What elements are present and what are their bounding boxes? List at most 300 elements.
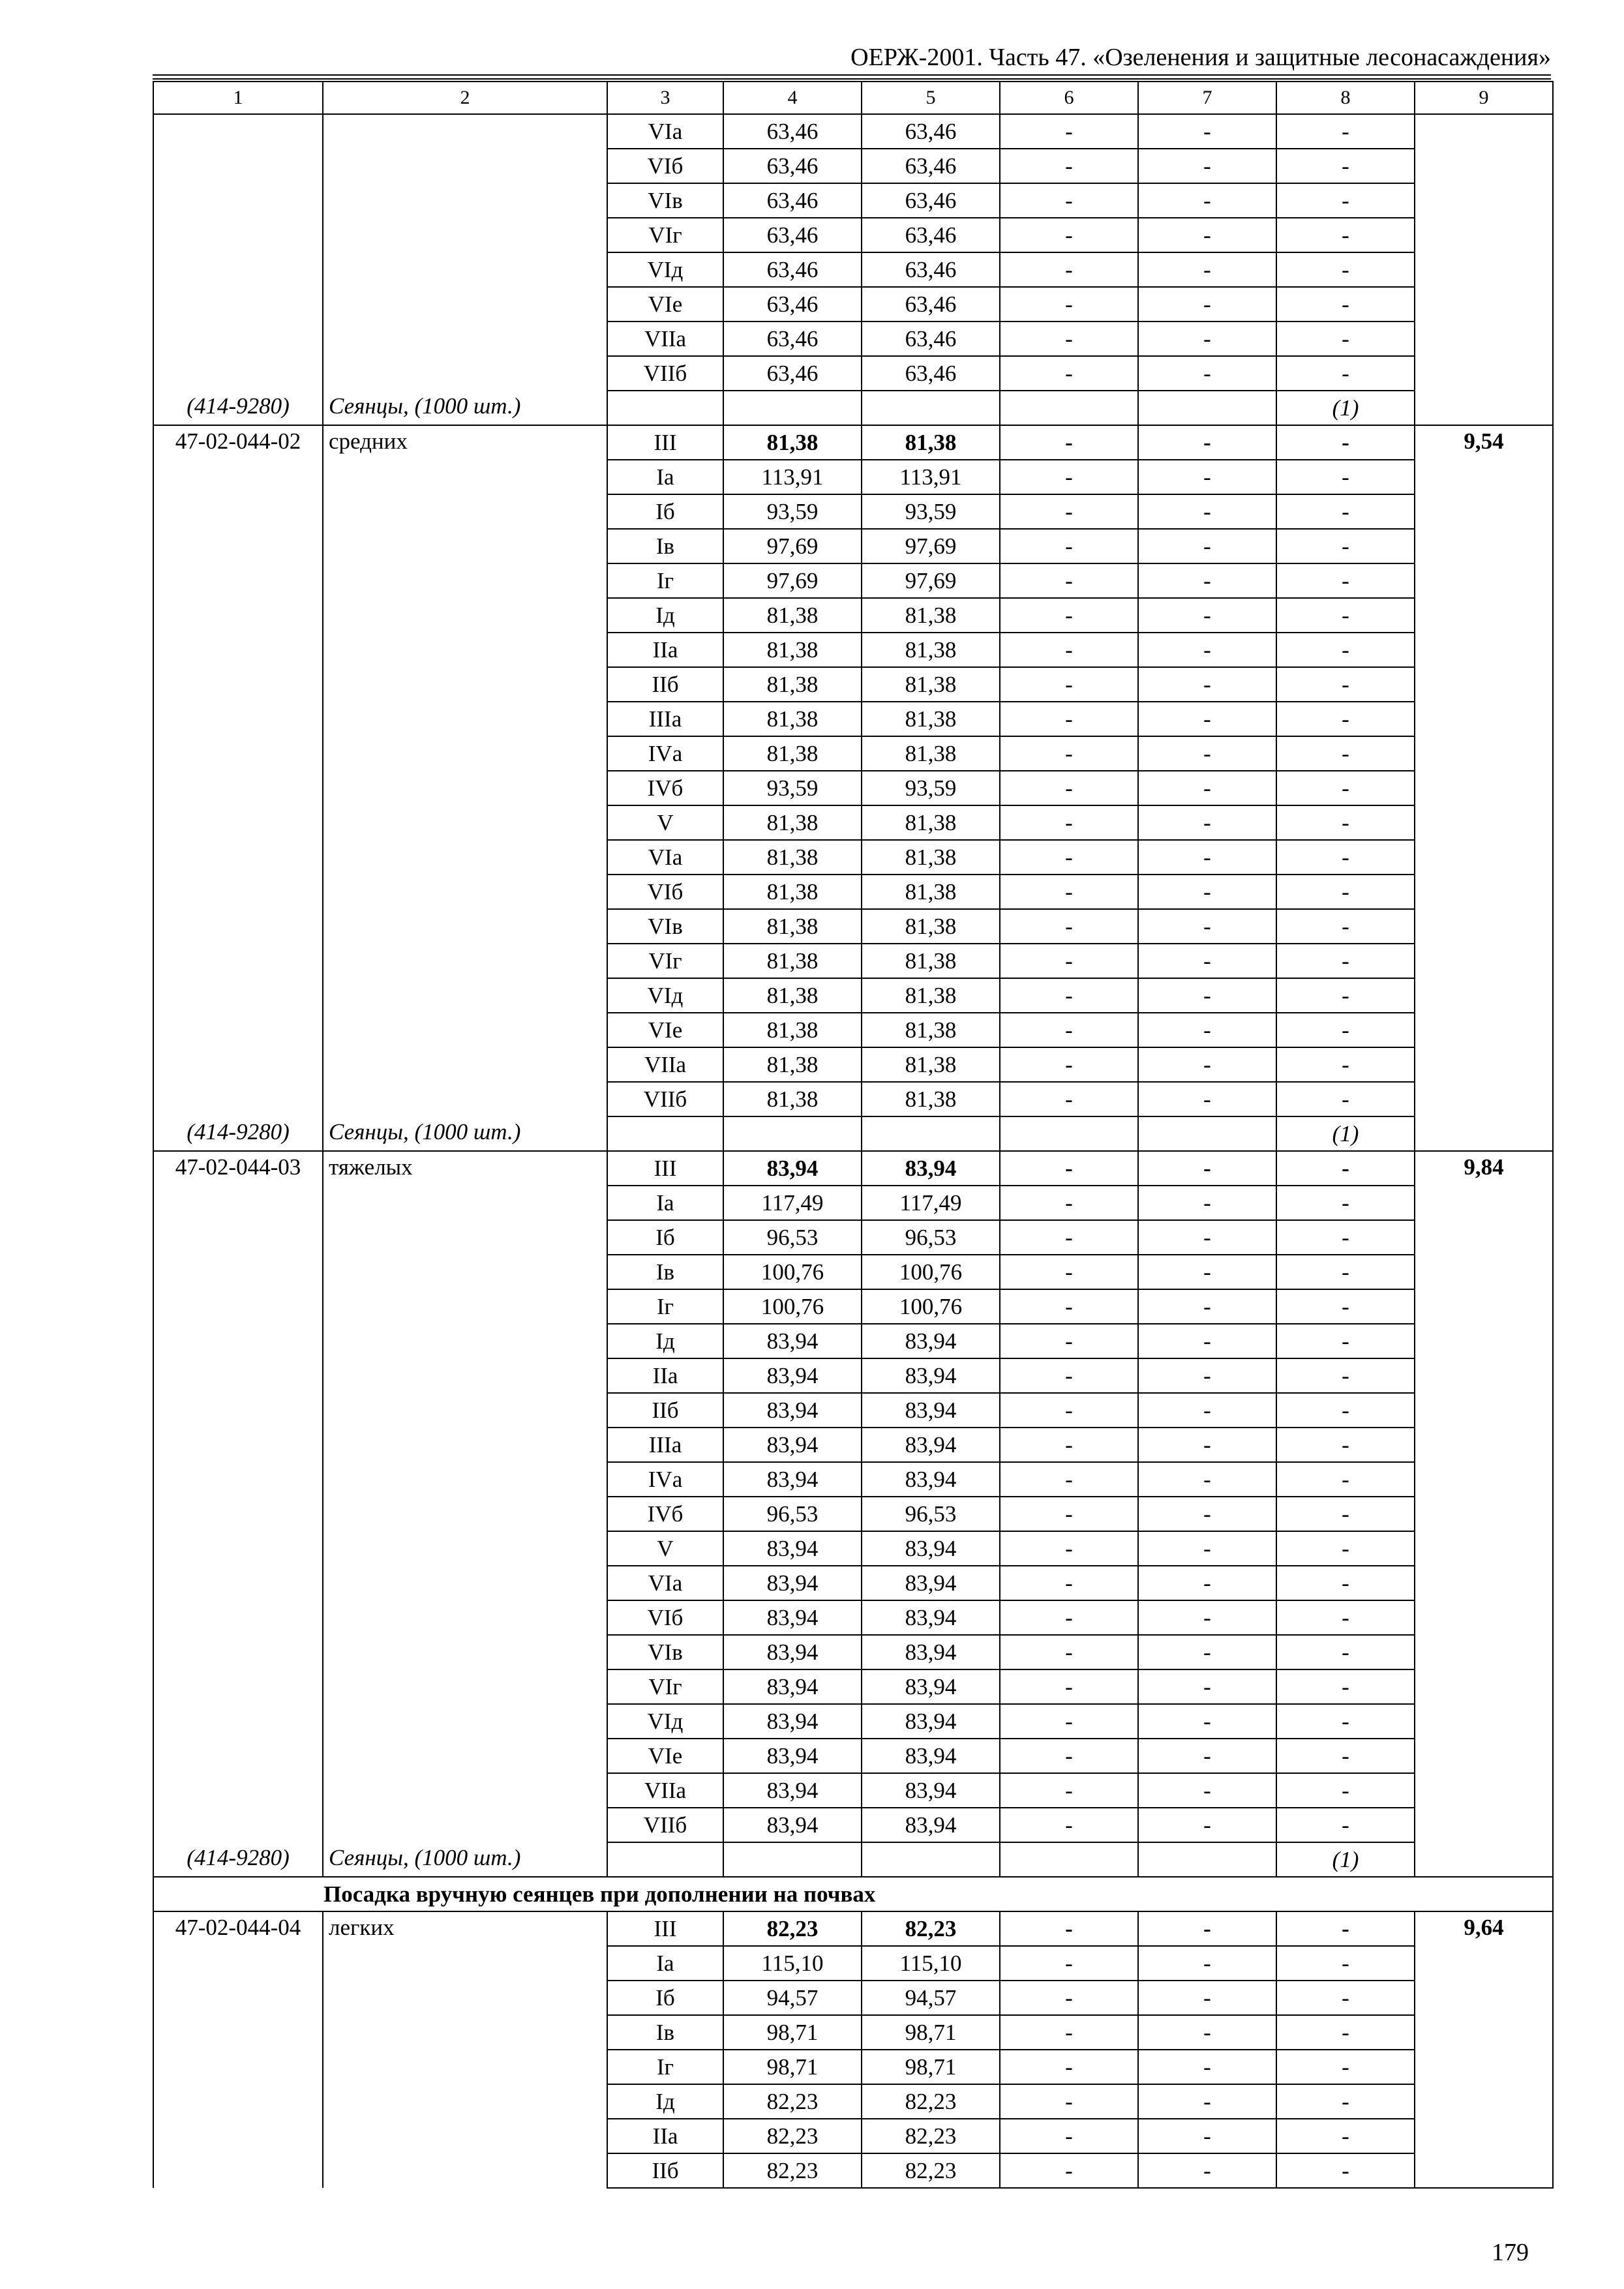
materials: - [1276, 1739, 1415, 1773]
wage: 82,23 [862, 2119, 1000, 2153]
wage: 83,94 [862, 1393, 1000, 1428]
wage: 81,38 [862, 944, 1000, 978]
wage: 81,38 [862, 909, 1000, 944]
driver-wage: - [1138, 702, 1276, 736]
total-cost: 81,38 [723, 1013, 862, 1047]
table-row [153, 114, 1553, 149]
wage: 83,94 [862, 1808, 1000, 1842]
total-cost: 81,38 [723, 1082, 862, 1116]
total-cost: 98,71 [723, 2015, 862, 2050]
driver-wage: - [1138, 2015, 1276, 2050]
driver-wage: - [1138, 425, 1276, 460]
total-cost: 81,38 [723, 736, 862, 771]
driver-wage: - [1138, 2119, 1276, 2153]
region-code: VIв [607, 183, 723, 218]
total-cost: 83,94 [723, 1600, 862, 1635]
driver-wage: - [1138, 1151, 1276, 1186]
total-cost: 98,71 [723, 2050, 862, 2084]
driver-wage: - [1138, 840, 1276, 875]
wage: 96,53 [862, 1497, 1000, 1531]
total-cost: 81,38 [723, 702, 862, 736]
machine-cost: - [1000, 2153, 1138, 2188]
materials: - [1276, 1911, 1415, 1946]
materials: - [1276, 1428, 1415, 1462]
wage: 93,59 [862, 771, 1000, 805]
resource-name: Сеянцы, (1000 шт.) [323, 1116, 607, 1151]
materials: - [1276, 1358, 1415, 1393]
driver-wage: - [1138, 1428, 1276, 1462]
total-cost: 63,46 [723, 218, 862, 252]
wage: 83,94 [862, 1773, 1000, 1808]
empty-cell [862, 1116, 1000, 1151]
driver-wage: - [1138, 875, 1276, 909]
driver-wage: - [1138, 1808, 1276, 1842]
region-code: IIа [607, 2119, 723, 2153]
region-code: Iб [607, 1220, 723, 1255]
region-code: VIIа [607, 1773, 723, 1808]
wage: 83,94 [862, 1324, 1000, 1358]
column-header: 5 [862, 82, 1000, 114]
section-title: Посадка вручную сеянцев при дополнении на почвах [153, 1877, 1553, 1911]
driver-wage: - [1138, 494, 1276, 529]
labor-cost [1415, 114, 1553, 425]
resource-quantity: (1) [1276, 1116, 1415, 1151]
wage: 83,94 [862, 1669, 1000, 1704]
materials: - [1276, 425, 1415, 460]
driver-wage: - [1138, 1220, 1276, 1255]
wage: 115,10 [862, 1946, 1000, 1981]
driver-wage: - [1138, 1082, 1276, 1116]
total-cost: 81,38 [723, 805, 862, 840]
resource-quantity: (1) [1276, 1842, 1415, 1877]
machine-cost: - [1000, 1151, 1138, 1186]
driver-wage: - [1138, 805, 1276, 840]
machine-cost: - [1000, 2119, 1138, 2153]
total-cost: 81,38 [723, 840, 862, 875]
region-code: IIа [607, 633, 723, 667]
total-cost: 81,38 [723, 909, 862, 944]
region-code: III [607, 425, 723, 460]
machine-cost: - [1000, 1047, 1138, 1082]
region-code: V [607, 1531, 723, 1566]
machine-cost: - [1000, 1739, 1138, 1773]
column-header: 4 [723, 82, 862, 114]
empty-cell [1000, 1116, 1138, 1151]
wage: 81,38 [862, 875, 1000, 909]
resource-row [153, 1116, 1553, 1151]
materials: - [1276, 1013, 1415, 1047]
total-cost: 83,94 [723, 1428, 862, 1462]
wage: 98,71 [862, 2015, 1000, 2050]
wage: 100,76 [862, 1289, 1000, 1324]
driver-wage: - [1138, 1186, 1276, 1220]
wage: 83,94 [862, 1428, 1000, 1462]
materials: - [1276, 1600, 1415, 1635]
materials: - [1276, 1808, 1415, 1842]
region-code: Iг [607, 1289, 723, 1324]
wage: 63,46 [862, 287, 1000, 322]
driver-wage: - [1138, 633, 1276, 667]
region-code: IIб [607, 2153, 723, 2188]
materials: - [1276, 1324, 1415, 1358]
total-cost: 83,94 [723, 1358, 862, 1393]
wage: 81,38 [862, 1082, 1000, 1116]
machine-cost: - [1000, 944, 1138, 978]
region-code: VIб [607, 149, 723, 183]
item-code [153, 114, 323, 391]
materials: - [1276, 460, 1415, 494]
wage: 93,59 [862, 494, 1000, 529]
region-code: VIIа [607, 1047, 723, 1082]
empty-cell [723, 1116, 862, 1151]
region-code: IVа [607, 736, 723, 771]
section-row [153, 1877, 1553, 1911]
materials: - [1276, 218, 1415, 252]
region-code: VIе [607, 287, 723, 322]
region-code: V [607, 805, 723, 840]
labor-cost: 9,54 [1415, 425, 1553, 1151]
region-code: VIб [607, 875, 723, 909]
region-code: Iг [607, 563, 723, 598]
machine-cost: - [1000, 1497, 1138, 1531]
total-cost: 97,69 [723, 563, 862, 598]
materials: - [1276, 736, 1415, 771]
region-code: III [607, 1911, 723, 1946]
driver-wage: - [1138, 1635, 1276, 1669]
region-code: VIа [607, 840, 723, 875]
driver-wage: - [1138, 1531, 1276, 1566]
machine-cost: - [1000, 1255, 1138, 1289]
driver-wage: - [1138, 1393, 1276, 1428]
region-code: VIб [607, 1600, 723, 1635]
region-code: IIб [607, 667, 723, 702]
materials: - [1276, 1151, 1415, 1186]
machine-cost: - [1000, 1808, 1138, 1842]
wage: 81,38 [862, 633, 1000, 667]
column-header: 6 [1000, 82, 1138, 114]
driver-wage: - [1138, 287, 1276, 322]
wage: 81,38 [862, 598, 1000, 633]
machine-cost: - [1000, 1013, 1138, 1047]
materials: - [1276, 1566, 1415, 1600]
wage: 82,23 [862, 2153, 1000, 2188]
wage: 81,38 [862, 1013, 1000, 1047]
column-header-row [153, 82, 1553, 114]
item-code: 47-02-044-04 [153, 1911, 323, 2188]
total-cost: 83,94 [723, 1739, 862, 1773]
resource-name: Сеянцы, (1000 шт.) [323, 391, 607, 425]
region-code: VIе [607, 1739, 723, 1773]
machine-cost: - [1000, 1566, 1138, 1600]
machine-cost: - [1000, 771, 1138, 805]
driver-wage: - [1138, 218, 1276, 252]
driver-wage: - [1138, 944, 1276, 978]
driver-wage: - [1138, 460, 1276, 494]
driver-wage: - [1138, 1255, 1276, 1289]
empty-cell [607, 1116, 723, 1151]
machine-cost: - [1000, 425, 1138, 460]
wage: 117,49 [862, 1186, 1000, 1220]
region-code: Iг [607, 2050, 723, 2084]
machine-cost: - [1000, 1324, 1138, 1358]
resource-row [153, 391, 1553, 425]
machine-cost: - [1000, 494, 1138, 529]
machine-cost: - [1000, 183, 1138, 218]
materials: - [1276, 356, 1415, 391]
driver-wage: - [1138, 598, 1276, 633]
driver-wage: - [1138, 114, 1276, 149]
wage: 96,53 [862, 1220, 1000, 1255]
wage: 81,38 [862, 805, 1000, 840]
machine-cost: - [1000, 460, 1138, 494]
driver-wage: - [1138, 667, 1276, 702]
column-header: 7 [1138, 82, 1276, 114]
machine-cost: - [1000, 1428, 1138, 1462]
materials: - [1276, 1497, 1415, 1531]
resource-quantity: (1) [1276, 391, 1415, 425]
machine-cost: - [1000, 598, 1138, 633]
region-code: Iв [607, 1255, 723, 1289]
region-code: III [607, 1151, 723, 1186]
total-cost: 83,94 [723, 1324, 862, 1358]
driver-wage: - [1138, 322, 1276, 356]
total-cost: 81,38 [723, 598, 862, 633]
driver-wage: - [1138, 529, 1276, 563]
machine-cost: - [1000, 909, 1138, 944]
total-cost: 83,94 [723, 1462, 862, 1497]
total-cost: 81,38 [723, 978, 862, 1013]
materials: - [1276, 1946, 1415, 1981]
wage: 94,57 [862, 1981, 1000, 2015]
materials: - [1276, 252, 1415, 287]
machine-cost: - [1000, 322, 1138, 356]
page-number: 179 [1492, 2239, 1529, 2266]
region-code: Iа [607, 460, 723, 494]
total-cost: 82,23 [723, 2084, 862, 2119]
materials: - [1276, 2119, 1415, 2153]
materials: - [1276, 494, 1415, 529]
machine-cost: - [1000, 633, 1138, 667]
total-cost: 113,91 [723, 460, 862, 494]
region-code: Iа [607, 1186, 723, 1220]
wage: 83,94 [862, 1531, 1000, 1566]
materials: - [1276, 2050, 1415, 2084]
machine-cost: - [1000, 875, 1138, 909]
total-cost: 117,49 [723, 1186, 862, 1220]
driver-wage: - [1138, 1013, 1276, 1047]
wage: 63,46 [862, 149, 1000, 183]
machine-cost: - [1000, 978, 1138, 1013]
driver-wage: - [1138, 1773, 1276, 1808]
machine-cost: - [1000, 1220, 1138, 1255]
region-code: VIг [607, 944, 723, 978]
materials: - [1276, 1531, 1415, 1566]
region-code: Iд [607, 2084, 723, 2119]
total-cost: 83,94 [723, 1531, 862, 1566]
region-code: VIа [607, 1566, 723, 1600]
machine-cost: - [1000, 736, 1138, 771]
empty-cell [1138, 1116, 1276, 1151]
materials: - [1276, 1669, 1415, 1704]
column-header: 1 [153, 82, 323, 114]
document-header: ОЕРЖ-2001. Часть 47. «Озеленения и защитные лесонасаждения» [850, 44, 1551, 71]
materials: - [1276, 529, 1415, 563]
wage: 63,46 [862, 356, 1000, 391]
driver-wage: - [1138, 909, 1276, 944]
total-cost: 96,53 [723, 1220, 862, 1255]
region-code: Iа [607, 1946, 723, 1981]
driver-wage: - [1138, 1324, 1276, 1358]
total-cost: 63,46 [723, 287, 862, 322]
driver-wage: - [1138, 1669, 1276, 1704]
region-code: VIIа [607, 322, 723, 356]
machine-cost: - [1000, 2050, 1138, 2084]
driver-wage: - [1138, 1739, 1276, 1773]
total-cost: 81,38 [723, 633, 862, 667]
empty-cell [1138, 391, 1276, 425]
total-cost: 97,69 [723, 529, 862, 563]
materials: - [1276, 1047, 1415, 1082]
materials: - [1276, 1186, 1415, 1220]
machine-cost: - [1000, 1635, 1138, 1669]
materials: - [1276, 771, 1415, 805]
region-code: Iд [607, 1324, 723, 1358]
table-row [153, 1911, 1553, 1946]
machine-cost: - [1000, 529, 1138, 563]
wage: 113,91 [862, 460, 1000, 494]
machine-cost: - [1000, 218, 1138, 252]
total-cost: 94,57 [723, 1981, 862, 2015]
total-cost: 63,46 [723, 322, 862, 356]
region-code: IIа [607, 1358, 723, 1393]
driver-wage: - [1138, 252, 1276, 287]
total-cost: 83,94 [723, 1704, 862, 1739]
materials: - [1276, 1462, 1415, 1497]
wage: 81,38 [862, 425, 1000, 460]
total-cost: 83,94 [723, 1808, 862, 1842]
wage: 81,38 [862, 1047, 1000, 1082]
total-cost: 63,46 [723, 149, 862, 183]
driver-wage: - [1138, 736, 1276, 771]
materials: - [1276, 1082, 1415, 1116]
materials: - [1276, 2015, 1415, 2050]
machine-cost: - [1000, 1186, 1138, 1220]
header-rule [153, 74, 1551, 76]
machine-cost: - [1000, 702, 1138, 736]
region-code: VIIб [607, 356, 723, 391]
driver-wage: - [1138, 1704, 1276, 1739]
header-rule-2 [153, 78, 1551, 80]
total-cost: 81,38 [723, 944, 862, 978]
total-cost: 83,94 [723, 1773, 862, 1808]
machine-cost: - [1000, 1600, 1138, 1635]
machine-cost: - [1000, 1462, 1138, 1497]
materials: - [1276, 2084, 1415, 2119]
total-cost: 81,38 [723, 425, 862, 460]
machine-cost: - [1000, 356, 1138, 391]
materials: - [1276, 1981, 1415, 2015]
materials: - [1276, 1255, 1415, 1289]
resource-name: Сеянцы, (1000 шт.) [323, 1842, 607, 1877]
materials: - [1276, 149, 1415, 183]
driver-wage: - [1138, 771, 1276, 805]
item-code: 47-02-044-03 [153, 1151, 323, 1842]
machine-cost: - [1000, 1358, 1138, 1393]
total-cost: 81,38 [723, 875, 862, 909]
region-code: VIв [607, 1635, 723, 1669]
machine-cost: - [1000, 252, 1138, 287]
wage: 82,23 [862, 2084, 1000, 2119]
materials: - [1276, 909, 1415, 944]
driver-wage: - [1138, 563, 1276, 598]
table-row [153, 1151, 1553, 1186]
column-header: 2 [323, 82, 607, 114]
empty-cell [723, 1842, 862, 1877]
materials: - [1276, 183, 1415, 218]
materials: - [1276, 805, 1415, 840]
wage: 81,38 [862, 978, 1000, 1013]
region-code: IVа [607, 1462, 723, 1497]
wage: 100,76 [862, 1255, 1000, 1289]
total-cost: 63,46 [723, 356, 862, 391]
total-cost: 83,94 [723, 1393, 862, 1428]
materials: - [1276, 1393, 1415, 1428]
total-cost: 81,38 [723, 1047, 862, 1082]
wage: 81,38 [862, 702, 1000, 736]
empty-cell [723, 391, 862, 425]
total-cost: 83,94 [723, 1151, 862, 1186]
resource-code: (414-9280) [153, 1842, 323, 1877]
empty-cell [1138, 1842, 1276, 1877]
wage: 83,94 [862, 1704, 1000, 1739]
materials: - [1276, 633, 1415, 667]
region-code: VIв [607, 909, 723, 944]
driver-wage: - [1138, 183, 1276, 218]
machine-cost: - [1000, 667, 1138, 702]
driver-wage: - [1138, 978, 1276, 1013]
resource-code: (414-9280) [153, 1116, 323, 1151]
total-cost: 83,94 [723, 1635, 862, 1669]
driver-wage: - [1138, 2084, 1276, 2119]
driver-wage: - [1138, 1981, 1276, 2015]
driver-wage: - [1138, 1946, 1276, 1981]
empty-cell [862, 391, 1000, 425]
driver-wage: - [1138, 149, 1276, 183]
wage: 83,94 [862, 1600, 1000, 1635]
wage: 97,69 [862, 529, 1000, 563]
total-cost: 81,38 [723, 667, 862, 702]
column-header: 9 [1415, 82, 1553, 114]
item-name: средних [323, 425, 607, 1116]
driver-wage: - [1138, 1289, 1276, 1324]
item-name: легких [323, 1911, 607, 2188]
region-code: VIг [607, 1669, 723, 1704]
total-cost: 100,76 [723, 1255, 862, 1289]
region-code: Iв [607, 2015, 723, 2050]
item-name: тяжелых [323, 1151, 607, 1842]
materials: - [1276, 944, 1415, 978]
item-code: 47-02-044-02 [153, 425, 323, 1116]
driver-wage: - [1138, 1358, 1276, 1393]
machine-cost: - [1000, 149, 1138, 183]
machine-cost: - [1000, 114, 1138, 149]
machine-cost: - [1000, 805, 1138, 840]
wage: 83,94 [862, 1739, 1000, 1773]
total-cost: 82,23 [723, 1911, 862, 1946]
driver-wage: - [1138, 1497, 1276, 1531]
total-cost: 82,23 [723, 2119, 862, 2153]
materials: - [1276, 287, 1415, 322]
